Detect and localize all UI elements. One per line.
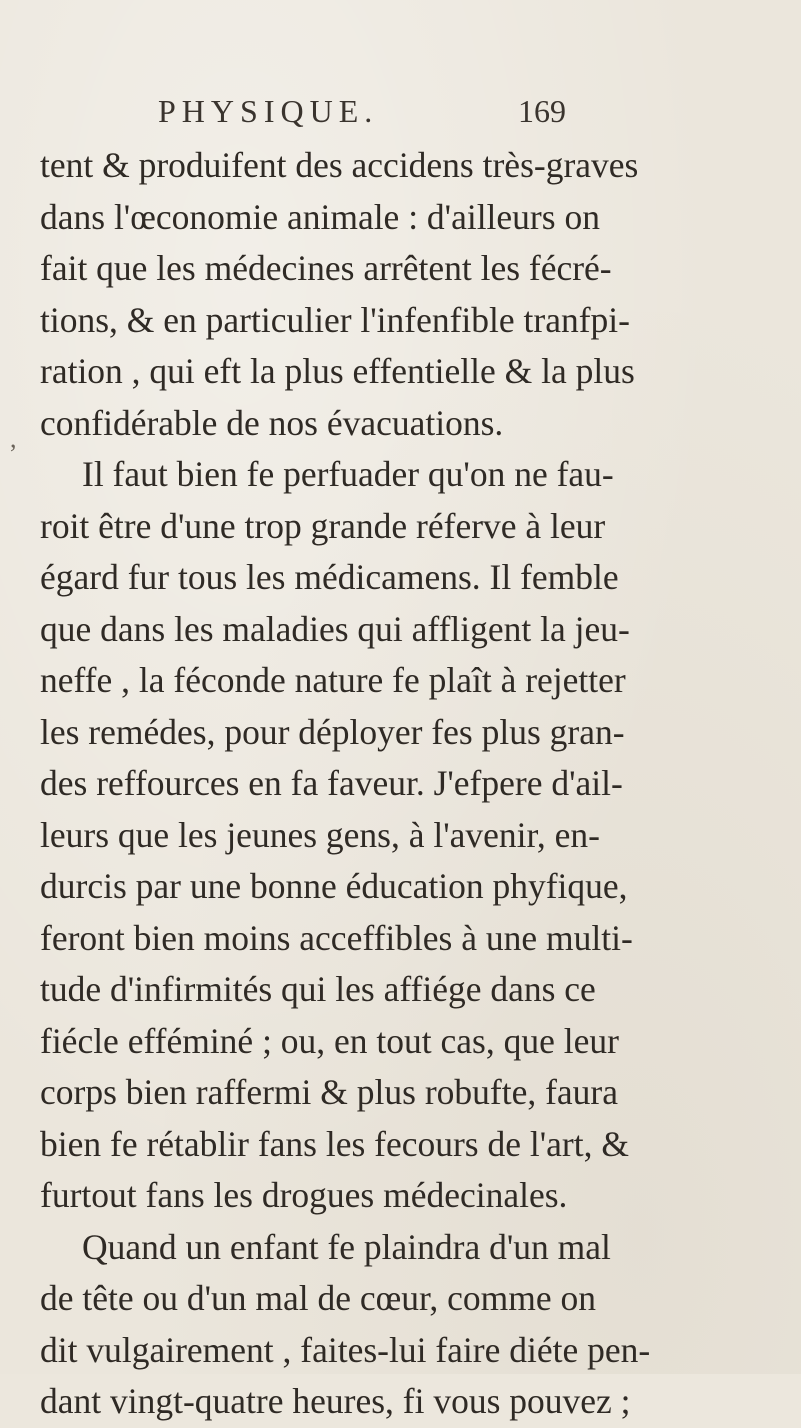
- text-line: tions, & en particulier l'infenfible tranfpi-: [40, 299, 630, 340]
- text-line: leurs que les jeunes gens, à l'avenir, en-: [40, 814, 600, 855]
- page-number: 169: [518, 93, 566, 129]
- text-line: confidérable de nos évacuations.: [40, 402, 504, 443]
- text-line: les remédes, pour déployer fes plus gran-: [40, 711, 625, 752]
- text-line: de tête ou d'un mal de cœur, comme on: [40, 1278, 597, 1318]
- text-line: roit être d'une trop grande réferve à leur: [40, 505, 606, 546]
- running-head: PHYSIQUE.: [158, 93, 379, 129]
- text-line: furtout fans les drogues médecinales.: [40, 1175, 568, 1215]
- text-line: neffe , la féconde nature fe plaît à rejetter: [40, 660, 626, 700]
- text-line: fait que les médecines arrêtent les fécré-: [40, 248, 612, 288]
- body-text: [40, 140, 780, 1428]
- text-line: feront bien moins acceffibles à une multi-: [40, 917, 633, 958]
- paragraph-start-line: Quand un enfant fe plaindra d'un mal: [82, 1226, 611, 1267]
- text-line: ration , qui eft la plus effentielle & la plus: [40, 351, 635, 391]
- text-line: dans l'œconomie animale : d'ailleurs on: [40, 196, 600, 237]
- text-line: corps bien raffermi & plus robufte, faura: [40, 1072, 618, 1112]
- text-line: tent & produifent des accidens très-graves: [40, 145, 639, 185]
- paragraph-start-line: Il faut bien fe perfuader qu'on ne fau-: [82, 454, 614, 494]
- text-line: des reffources en fa faveur. J'efpere d'ail-: [40, 763, 623, 803]
- margin-mark: ,: [10, 424, 17, 453]
- text-line: bien fe rétablir fans les fecours de l'art, &: [40, 1123, 629, 1164]
- text-line: que dans les maladies qui affligent la jeu-: [40, 608, 630, 649]
- text-line: fiécle efféminé ; ou, en tout cas, que leur: [40, 1020, 619, 1061]
- page-header: [152, 93, 752, 135]
- text-line: dit vulgairement , faites-lui faire diéte pen-: [40, 1329, 651, 1370]
- text-line: dant vingt-quatre heures, fi vous pouvez ;: [40, 1381, 631, 1421]
- text-line: égard fur tous les médicamens. Il femble: [40, 557, 619, 597]
- text-line: tude d'infirmités qui les affiége dans ce: [40, 969, 596, 1009]
- text-line: durcis par une bonne éducation phyfique,: [40, 866, 628, 906]
